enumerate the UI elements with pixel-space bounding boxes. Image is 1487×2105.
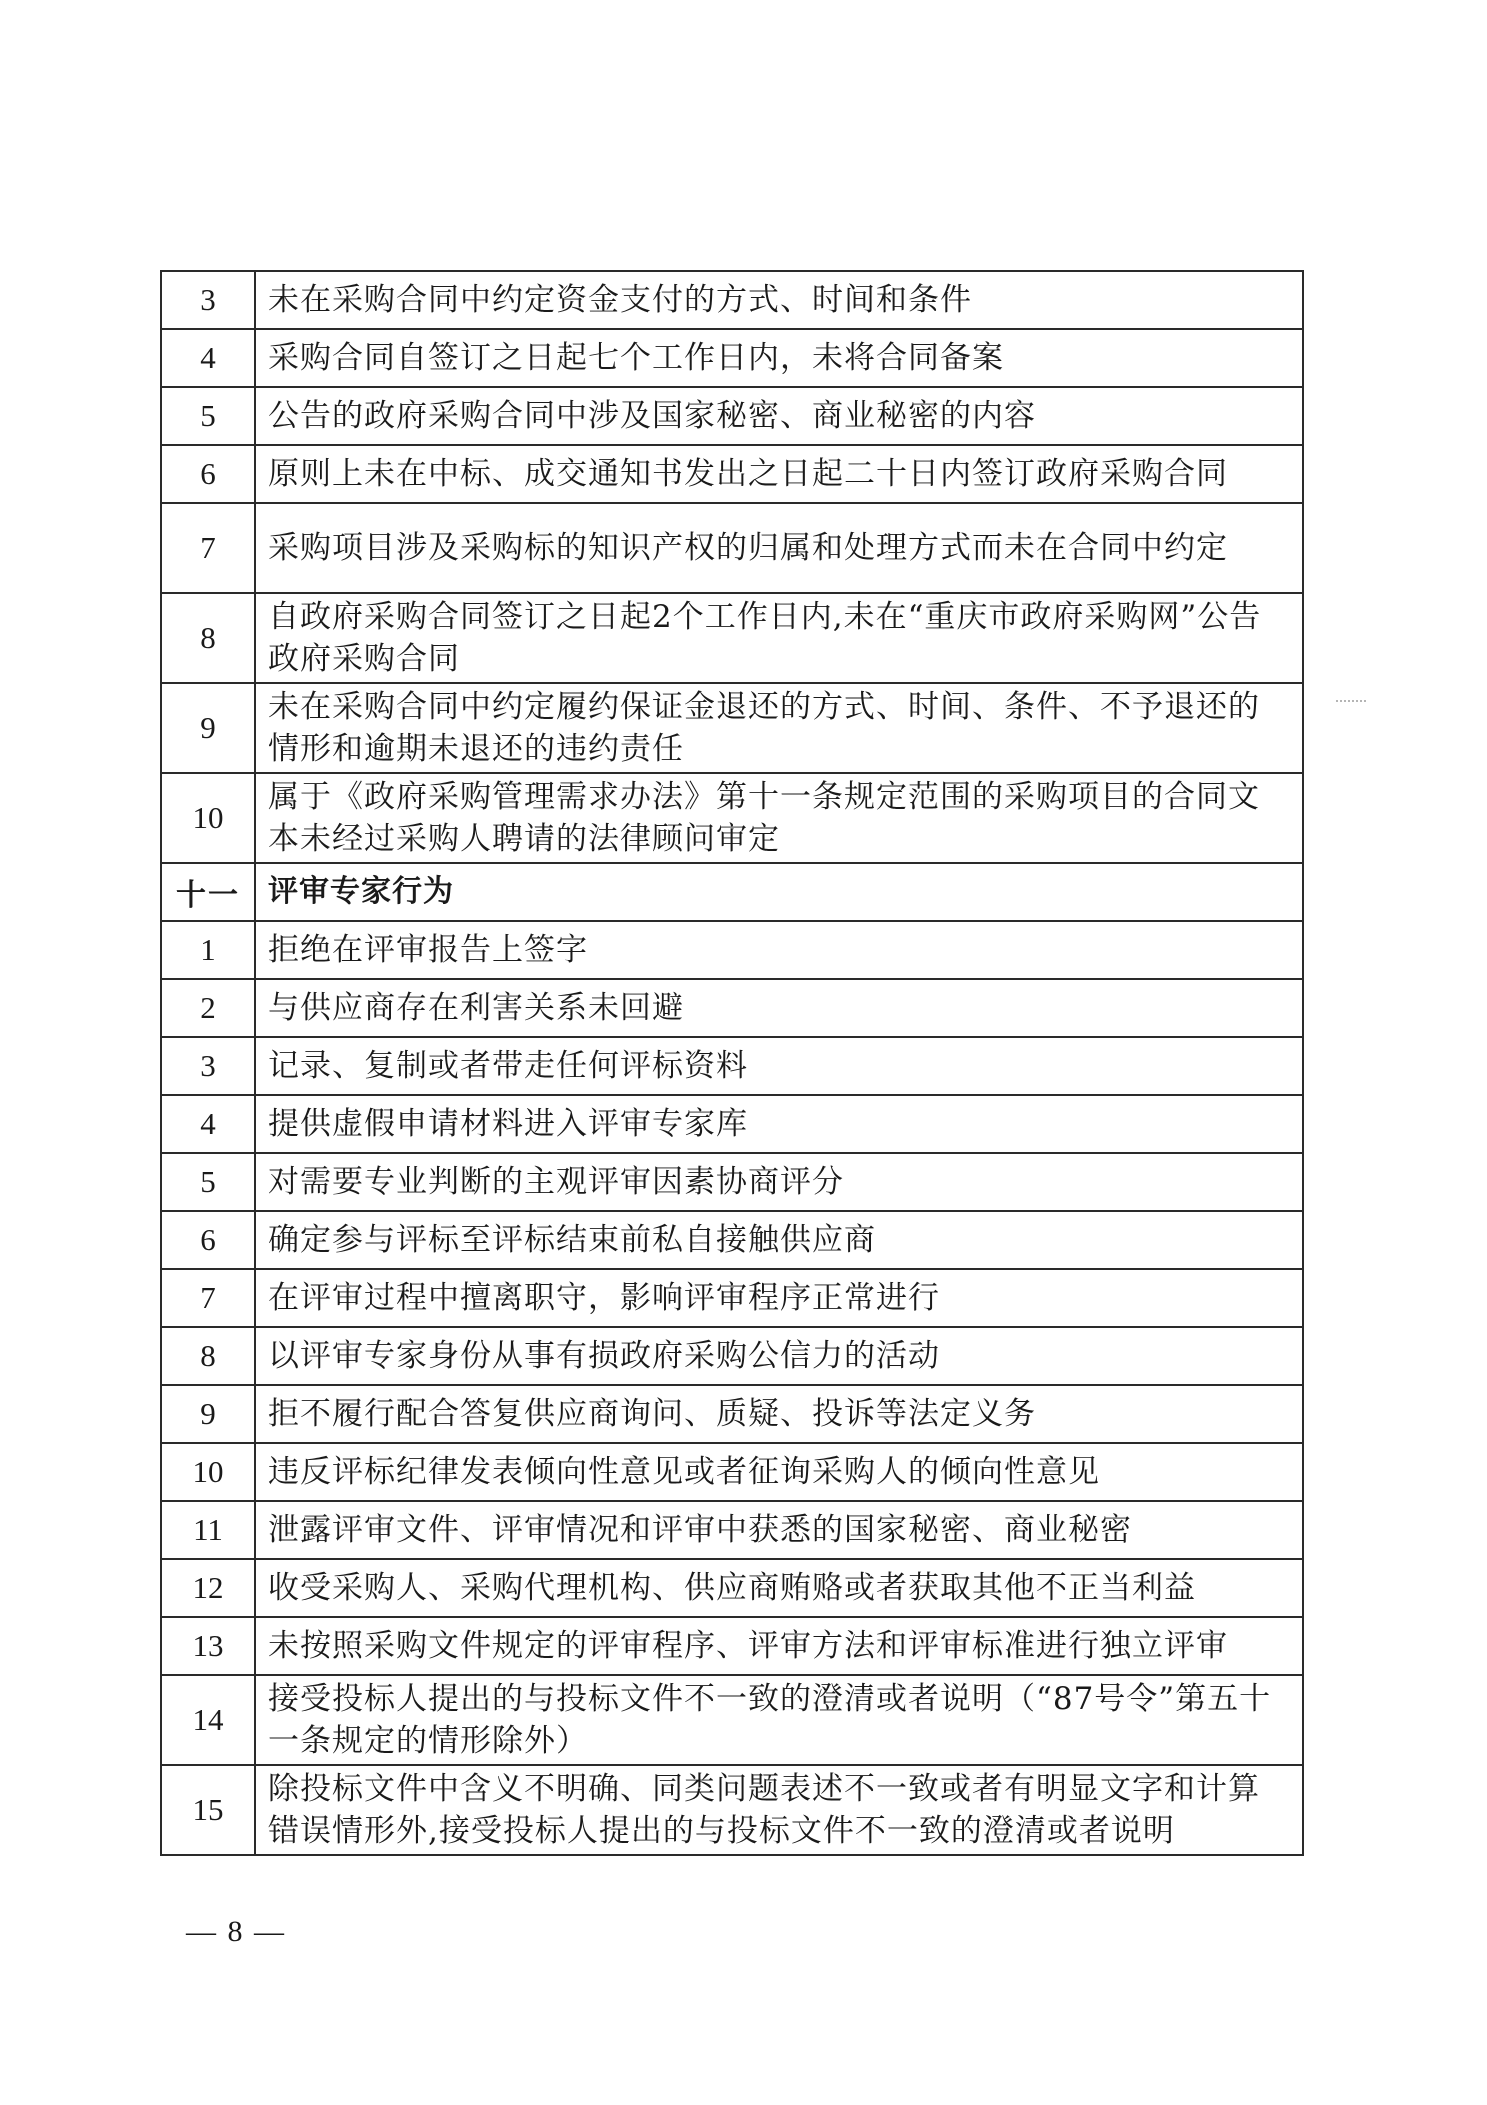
row-number: 6 — [161, 445, 255, 503]
row-text: 以评审专家身份从事有损政府采购公信力的活动 — [255, 1327, 1303, 1385]
table-row — [161, 1095, 1303, 1153]
row-text: 未按照采购文件规定的评审程序、评审方法和评审标准进行独立评审 — [255, 1617, 1303, 1675]
row-number: 14 — [161, 1675, 255, 1765]
row-number: 8 — [161, 1327, 255, 1385]
row-number: 5 — [161, 387, 255, 445]
row-number: 2 — [161, 979, 255, 1037]
table-row — [161, 1153, 1303, 1211]
row-text: 对需要专业判断的主观评审因素协商评分 — [255, 1153, 1303, 1211]
row-text: 记录、复制或者带走任何评标资料 — [255, 1037, 1303, 1095]
row-number: 9 — [161, 683, 255, 773]
row-number: 3 — [161, 271, 255, 329]
row-text: 未在采购合同中约定资金支付的方式、时间和条件 — [255, 271, 1303, 329]
row-number: 11 — [161, 1501, 255, 1559]
row-number: 8 — [161, 593, 255, 683]
row-text: 与供应商存在利害关系未回避 — [255, 979, 1303, 1037]
row-text: 属于《政府采购管理需求办法》第十一条规定范围的采购项目的合同文本未经过采购人聘请的法律顾问审定 — [255, 773, 1303, 863]
row-text: 拒不履行配合答复供应商询问、质疑、投诉等法定义务 — [255, 1385, 1303, 1443]
row-text: 拒绝在评审报告上签字 — [255, 921, 1303, 979]
row-text: 采购项目涉及采购标的知识产权的归属和处理方式而未在合同中约定 — [255, 503, 1303, 593]
row-text: 提供虚假申请材料进入评审专家库 — [255, 1095, 1303, 1153]
table-row — [161, 445, 1303, 503]
row-number: 7 — [161, 503, 255, 593]
table-row — [161, 1559, 1303, 1617]
page-number: — 8 — — [186, 1915, 286, 1948]
table-row — [161, 1443, 1303, 1501]
row-number: 13 — [161, 1617, 255, 1675]
section-header-row — [161, 863, 1303, 921]
row-number: 6 — [161, 1211, 255, 1269]
row-number: 5 — [161, 1153, 255, 1211]
row-number: 7 — [161, 1269, 255, 1327]
row-text: 确定参与评标至评标结束前私自接触供应商 — [255, 1211, 1303, 1269]
table-row — [161, 593, 1303, 683]
table-row — [161, 1675, 1303, 1765]
row-number: 1 — [161, 921, 255, 979]
row-text: 自政府采购合同签订之日起2个工作日内,未在“重庆市政府采购网”公告政府采购合同 — [255, 593, 1303, 683]
row-text: 在评审过程中擅离职守，影响评审程序正常进行 — [255, 1269, 1303, 1327]
table-row — [161, 979, 1303, 1037]
margin-dash-mark — [1336, 700, 1366, 704]
table-row — [161, 1037, 1303, 1095]
table-row — [161, 1385, 1303, 1443]
table-row — [161, 1765, 1303, 1855]
row-text: 收受采购人、采购代理机构、供应商贿赂或者获取其他不正当利益 — [255, 1559, 1303, 1617]
row-text: 接受投标人提出的与投标文件不一致的澄清或者说明（“87号令”第五十一条规定的情形除外） — [255, 1675, 1303, 1765]
table-row — [161, 503, 1303, 593]
violation-table — [160, 270, 1304, 1856]
table-row — [161, 683, 1303, 773]
row-text: 泄露评审文件、评审情况和评审中获悉的国家秘密、商业秘密 — [255, 1501, 1303, 1559]
row-text: 未在采购合同中约定履约保证金退还的方式、时间、条件、不予退还的情形和逾期未退还的违约责任 — [255, 683, 1303, 773]
table-row — [161, 329, 1303, 387]
row-number: 10 — [161, 1443, 255, 1501]
table-row — [161, 921, 1303, 979]
table-row — [161, 1617, 1303, 1675]
row-number: 3 — [161, 1037, 255, 1095]
table-row — [161, 1211, 1303, 1269]
table-row — [161, 1327, 1303, 1385]
row-number: 4 — [161, 329, 255, 387]
row-text: 除投标文件中含义不明确、同类问题表述不一致或者有明显文字和计算错误情形外,接受投标人提出的与投标文件不一致的澄清或者说明 — [255, 1765, 1303, 1855]
table-row — [161, 1501, 1303, 1559]
row-number: 12 — [161, 1559, 255, 1617]
row-number: 4 — [161, 1095, 255, 1153]
table-row — [161, 773, 1303, 863]
row-text: 原则上未在中标、成交通知书发出之日起二十日内签订政府采购合同 — [255, 445, 1303, 503]
section-number: 十一 — [161, 863, 255, 921]
row-text: 违反评标纪律发表倾向性意见或者征询采购人的倾向性意见 — [255, 1443, 1303, 1501]
row-number: 9 — [161, 1385, 255, 1443]
section-title: 评审专家行为 — [255, 863, 1303, 921]
row-text: 公告的政府采购合同中涉及国家秘密、商业秘密的内容 — [255, 387, 1303, 445]
row-text: 采购合同自签订之日起七个工作日内，未将合同备案 — [255, 329, 1303, 387]
row-number: 15 — [161, 1765, 255, 1855]
row-number: 10 — [161, 773, 255, 863]
table-row — [161, 1269, 1303, 1327]
table-row — [161, 387, 1303, 445]
table-row — [161, 271, 1303, 329]
